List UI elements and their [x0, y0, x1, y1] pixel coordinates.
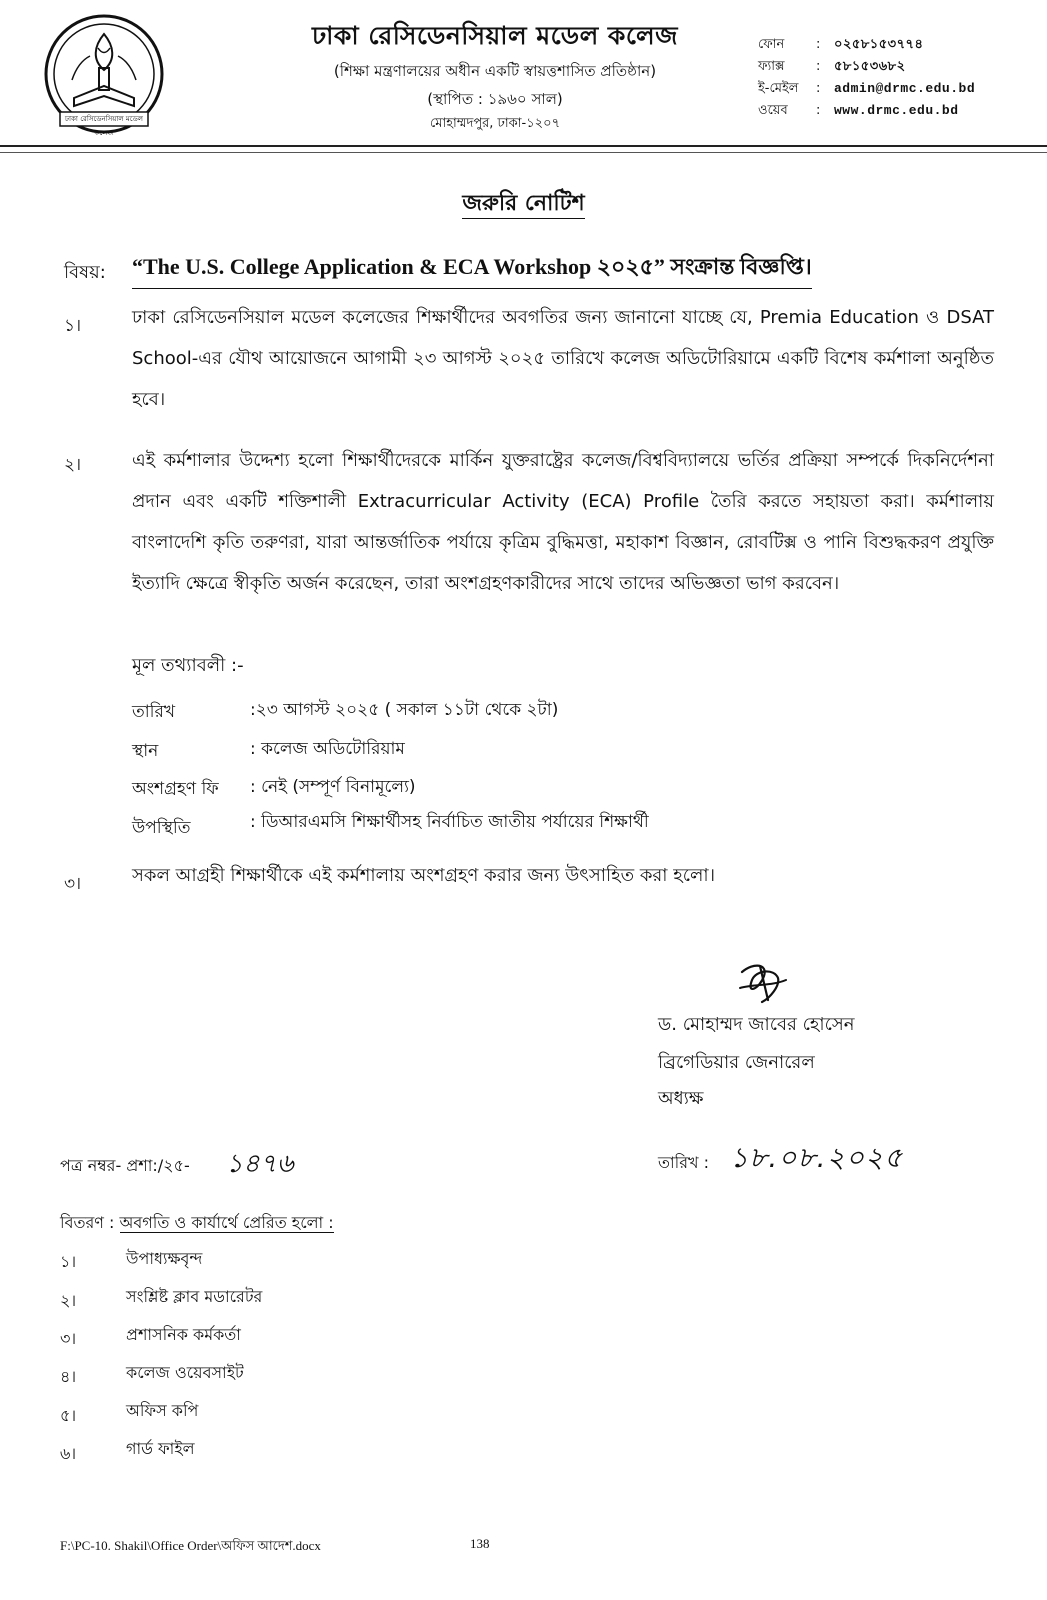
- logo-banner-text: ঢাকা রেসিডেনসিয়াল মডেল কলেজ: [65, 115, 143, 137]
- contact-web: ওয়েব : www.drmc.edu.bd: [758, 100, 975, 122]
- memo-number: ১৪৭৬: [226, 1149, 294, 1179]
- memo-label: পত্র নম্বর- প্রশা:/২৫-: [60, 1156, 190, 1175]
- distribution-label: বিতরণ :: [60, 1213, 115, 1232]
- header-divider-thin: [0, 152, 1047, 153]
- info-label-venue: স্থান: [132, 741, 159, 761]
- contact-phone: ফোন : ০২৫৮১৫৩৭৭৪: [758, 34, 975, 56]
- memo-date: ১৮.০৮.২০২৫: [730, 1141, 904, 1174]
- signatory-name: ড. মোহাম্মদ জাবের হোসেন: [658, 1014, 855, 1035]
- distribution-item: সংশ্লিষ্ট ক্লাব মডারেটর: [126, 1287, 263, 1306]
- contact-label: ওয়েব: [758, 103, 788, 118]
- contact-label: ই-মেইল: [758, 81, 799, 96]
- contact-value: ৫৮১৫৩৬৮২: [834, 59, 906, 74]
- paragraph-number: ১।: [64, 316, 82, 336]
- paragraph-number: ৩।: [64, 874, 82, 894]
- contact-label: ফ্যাক্স: [758, 59, 785, 74]
- signatory-rank: ব্রিগেডিয়ার জেনারেল: [658, 1052, 815, 1073]
- paragraph-number: ২।: [64, 455, 82, 475]
- distribution-heading: [60, 1210, 334, 1237]
- contact-value: www.drmc.edu.bd: [834, 103, 959, 118]
- college-address: মোহাম্মদপুর, ঢাকা-১২০৭: [429, 116, 561, 131]
- distribution-item-number: ৪।: [60, 1367, 77, 1386]
- distribution-item-number: ১।: [60, 1252, 77, 1271]
- subject-label: বিষয়:: [64, 262, 106, 283]
- distribution-item-number: ২।: [60, 1291, 77, 1310]
- paragraph-1: ঢাকা রেসিডেনসিয়াল মডেল কলেজের শিক্ষার্থীদের অবগতির জন্য জানানো যাচ্ছে যে, Premia Education ও DSAT School-এর যৌথ আয়োজনে আগামী ২৩ আগস্ট ২০২৫ তারিখে কলেজ অডিটোরিয়ামে একটি বিশেষ কর্মশালা অনুষ্ঠিত হবে।: [132, 307, 994, 410]
- info-label-fee: অংশগ্রহণ ফি: [132, 779, 219, 799]
- notice-title: জরুরি নোটিশ: [0, 186, 1047, 223]
- info-value-fee: : নেই (সম্পূর্ণ বিনামূল্যে): [250, 777, 416, 797]
- contact-fax: ফ্যাক্স : ৫৮১৫৩৬৮২: [758, 56, 975, 78]
- info-value-date: :২৩ আগস্ট ২০২৫ ( সকাল ১১টা থেকে ২টা): [250, 700, 559, 720]
- distribution-item: কলেজ ওয়েবসাইট: [126, 1363, 244, 1382]
- college-established: (স্থাপিত : ১৯৬০ সাল): [427, 90, 563, 108]
- distribution-item: গার্ড ফাইল: [126, 1439, 195, 1458]
- college-subtitle: (শিক্ষা মন্ত্রণালয়ের অধীন একটি স্বায়ত্তশাসিত প্রতিষ্ঠান): [333, 62, 657, 80]
- distribution-item-number: ৩।: [60, 1329, 77, 1348]
- signatory-title: অধ্যক্ষ: [658, 1088, 704, 1109]
- distribution-item: উপাধ্যক্ষবৃন্দ: [126, 1249, 203, 1268]
- info-label-date: তারিখ: [132, 702, 176, 722]
- key-info-heading: মূল তথ্যাবলী :-: [132, 655, 244, 676]
- footer-file-path: F:\PC-10. Shakil\Office Order\অফিস আদেশ.docx: [60, 1538, 321, 1553]
- footer-page-number: 138: [470, 1536, 490, 1551]
- info-label-attendance: উপস্থিতি: [132, 818, 191, 838]
- distribution-item-number: ৫।: [60, 1406, 77, 1425]
- distribution-item-number: ৬।: [60, 1444, 77, 1463]
- distribution-item: প্রশাসনিক কর্মকর্তা: [126, 1325, 241, 1344]
- contact-value: admin@drmc.edu.bd: [834, 81, 976, 96]
- distribution-item: অফিস কপি: [126, 1401, 199, 1420]
- date-label: তারিখ :: [658, 1153, 710, 1172]
- info-value-attendance: : ডিআরএমসি শিক্ষার্থীসহ নির্বাচিত জাতীয় পর্যায়ের শিক্ষার্থী: [250, 812, 649, 832]
- contact-label: ফোন: [758, 37, 785, 52]
- distribution-heading-text: অবগতি ও কার্যার্থে প্রেরিত হলো :: [119, 1213, 334, 1232]
- info-value-venue: : কলেজ অডিটোরিয়াম: [250, 739, 405, 759]
- paragraph-3: সকল আগ্রহী শিক্ষার্থীকে এই কর্মশালায় অংশগ্রহণ করার জন্য উৎসাহিত করা হলো।: [132, 865, 716, 886]
- contact-email: ই-মেইল : admin@drmc.edu.bd: [758, 78, 975, 100]
- paragraph-2: এই কর্মশালার উদ্দেশ্য হলো শিক্ষার্থীদেরকে মার্কিন যুক্তরাষ্ট্রের কলেজ/বিশ্ববিদ্যালয়ে ভর্তির প্রক্রিয়া সম্পর্কে দিকনির্দেশনা প্রদান এবং একটি শক্তিশালী Extracurricular Activity (ECA) Profile তৈরি করতে সহায়তা করা। কর্মশালায় বাংলাদেশি কৃতি তরুণরা, যারা আন্তর্জাতিক পর্যায়ে কৃত্রিম বুদ্ধিমত্তা, মহাকাশ বিজ্ঞান, রোবটিক্স ও পানি বিশুদ্ধকরণ প্রযুক্তি ইত্যাদি ক্ষেত্রে স্বীকৃতি অর্জন করেছেন, তারা অংশগ্রহণকারীদের সাথে তাদের অভিজ্ঞতা ভাগ করবেন।: [132, 450, 994, 594]
- contact-block: [758, 34, 975, 122]
- subject-text: “The U.S. College Application & ECA Workshop ২০২৫” সংক্রান্ত বিজ্ঞপ্তি।: [132, 250, 812, 289]
- contact-value: ০২৫৮১৫৩৭৭৪: [834, 37, 924, 52]
- header-divider: [0, 145, 1047, 147]
- principal-signature: [734, 958, 794, 1008]
- college-name: ঢাকা রেসিডেনসিয়াল মডেল কলেজ: [312, 21, 678, 50]
